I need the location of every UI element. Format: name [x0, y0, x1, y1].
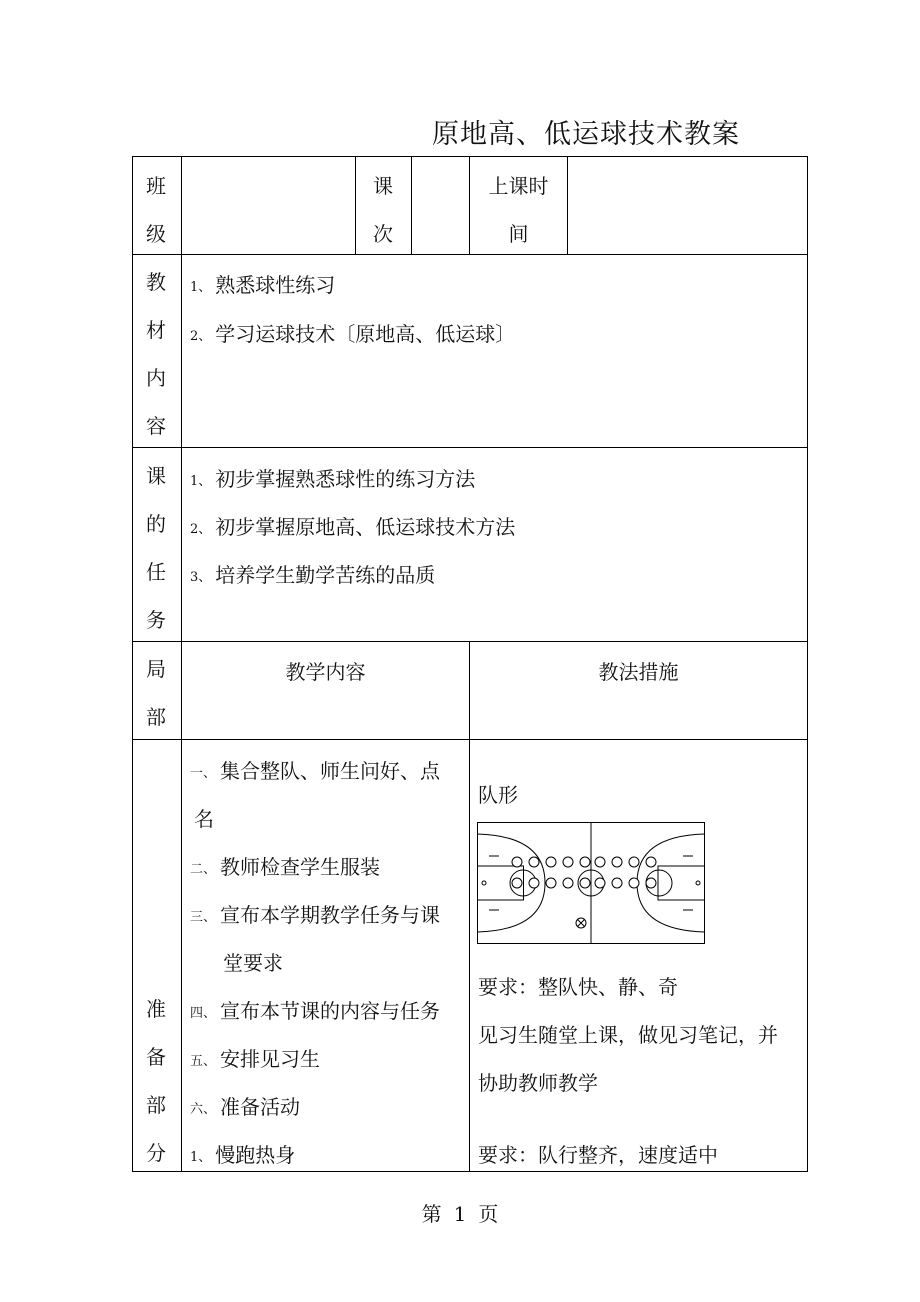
lesson-number-label: 课 次 — [373, 174, 393, 246]
student-marker — [512, 878, 522, 888]
teaching-content-header: 教学内容 — [285, 660, 366, 684]
table-row-divider — [132, 447, 808, 448]
student-marker — [546, 857, 556, 867]
prep-content-item: 二、 教师检查学生服装 — [190, 855, 381, 879]
warmup-requirement: 要求：队行整齐，速度适中 — [478, 1143, 718, 1167]
student-marker — [529, 878, 539, 888]
tasks-item: 1、 初步掌握熟悉球性的练习方法 — [190, 467, 476, 491]
class-time-label: 上课时 间 — [488, 174, 549, 246]
materials-label: 教 材 内 容 — [146, 270, 166, 438]
class-label: 班 级 — [146, 174, 166, 246]
table-column-divider — [411, 156, 412, 254]
student-marker — [580, 878, 590, 888]
basket-left — [482, 881, 486, 885]
student-marker — [646, 878, 656, 888]
table-row-divider — [132, 641, 808, 642]
student-marker — [612, 857, 622, 867]
page-footer: 第 1 页 — [421, 1202, 499, 1226]
tasks-item: 2、 初步掌握原地高、低运球技术方法 — [190, 515, 516, 539]
prep-content-item: 五、 安排见习生 — [190, 1047, 321, 1071]
document-title: 原地高、低运球技术教案 — [432, 119, 740, 150]
prep-section-label: 准 备 部 分 — [146, 997, 166, 1165]
page-number: 1 — [453, 1202, 467, 1226]
table-border-right — [807, 156, 808, 1172]
court-formation-diagram — [477, 822, 705, 944]
prep-content-item: 堂要求 — [223, 951, 283, 975]
student-marker — [563, 878, 573, 888]
student-marker — [629, 878, 639, 888]
observer-instructions-line2: 协助教师教学 — [478, 1071, 598, 1095]
table-row-divider — [132, 739, 808, 740]
prep-content-item: 一、 集合整队、师生问好、点 — [190, 759, 441, 783]
table-border-top — [132, 156, 808, 157]
student-marker — [595, 878, 605, 888]
prep-content-item: 四、 宣布本节课的内容与任务 — [190, 999, 441, 1023]
student-marker — [512, 857, 522, 867]
tasks-item: 3、 培养学生勤学苦练的品质 — [190, 563, 436, 587]
student-marker — [595, 857, 605, 867]
prep-content-item: 三、 宣布本学期教学任务与课 — [190, 903, 441, 927]
materials-item: 1、 熟悉球性练习 — [190, 273, 336, 297]
observer-instructions-line1: 见习生随堂上课，做见习笔记，并 — [478, 1023, 778, 1047]
formation-label: 队形 — [478, 783, 518, 807]
student-marker — [646, 857, 656, 867]
teaching-method-header: 教法措施 — [598, 660, 679, 684]
formation-requirement: 要求：整队快、静、奇 — [478, 975, 678, 999]
student-marker — [529, 857, 539, 867]
table-border-bottom — [132, 1171, 808, 1172]
prep-content-item: 1、 慢跑热身 — [190, 1143, 296, 1167]
table-column-divider — [355, 156, 356, 254]
student-marker — [546, 878, 556, 888]
prep-content-item: 名 — [194, 807, 214, 831]
section-label: 局 部 — [146, 657, 166, 729]
student-marker — [563, 857, 573, 867]
student-marker — [612, 878, 622, 888]
tasks-label: 课 的 任 务 — [146, 464, 166, 632]
student-marker — [629, 857, 639, 867]
teacher-marker — [576, 918, 586, 928]
basket-right — [696, 881, 700, 885]
table-column-divider — [567, 156, 568, 254]
student-marker — [580, 857, 590, 867]
prep-content-item: 六、 准备活动 — [190, 1095, 301, 1119]
table-column-divider — [469, 641, 470, 1172]
materials-item: 2、 学习运球技术〔原地高、低运球〕 — [190, 322, 516, 346]
